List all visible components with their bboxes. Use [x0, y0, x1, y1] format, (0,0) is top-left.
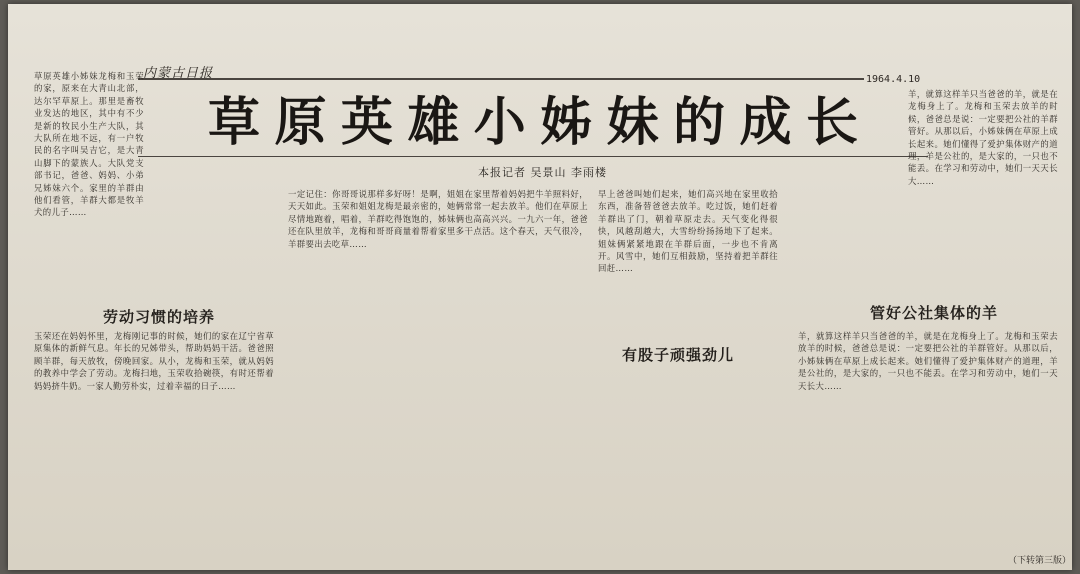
column-left-body: 玉荣还在妈妈怀里，龙梅刚记事的时候，她们的家在辽宁省草原集体的新鲜气息。年长的兄姊带头，帮助妈妈干活。爸爸照顾羊群，每天放牧，傍晚回家。从小，龙梅和玉荣，就从妈妈的教养中学会了劳动。龙梅扫地，玉荣收拾碗筷，有时还帮着妈妈挤牛奶。一家人勤劳朴实，过着幸福的日子…… [34, 331, 274, 391]
headline-char: 妹 [606, 91, 659, 153]
headline-char: 草 [208, 91, 261, 153]
masthead: 内蒙古日报 [143, 66, 214, 81]
headline-char: 原 [274, 91, 327, 153]
section-heading-2: 有股子顽强劲儿 [622, 346, 735, 364]
headline [208, 84, 858, 153]
column-far-right-lower: 羊，就算这样羊只当爸爸的羊，就是在龙梅身上了。龙梅和玉荣去放羊的时候，爸爸总是说：一定要把公社的羊群管好。从那以后，小姊妹俩在草原上成长起来。她们懂得了爱护集体财产的道理，羊是公社的，是大家的，一只也不能丢。在学习和劳动中，她们一天天长大…… [798, 331, 1058, 391]
section-heading-3: 管好公社集体的羊 [870, 304, 999, 322]
byline: 本报记者 吴景山 李雨楼 [478, 166, 607, 179]
headline-char: 的 [673, 91, 726, 153]
dateline: 1964.4.10 [866, 74, 921, 85]
newspaper-clipping [8, 4, 1072, 570]
headline-char: 成 [739, 91, 792, 153]
headline-char: 雄 [407, 91, 460, 153]
section-heading-1: 劳动习惯的培养 [103, 308, 216, 326]
headline-char: 英 [340, 91, 393, 153]
column-far-right: 羊，就算这样羊只当爸爸的羊，就是在龙梅身上了。龙梅和玉荣去放羊的时候，爸爸总是说：一定要把公社的羊群管好。从那以后，小姊妹俩在草原上成长起来。她们懂得了爱护集体财产的道理，羊是公社的，是大家的，一只也不能丢。在学习和劳动中，她们一天天长大…… [908, 89, 1058, 186]
continuation-note: （下转第三版） [1008, 556, 1072, 566]
column-right-body: 早上爸爸叫她们起来，她们高兴地在家里收拾东西，准备替爸爸去放羊。吃过饭，她们赶着羊群出了门，朝着草原走去。天气变化得很快，风越刮越大，大雪纷纷扬扬地下了起来。姐妹俩紧紧地跟在羊群后面，一步也不肯离开。风雪中，她们互相鼓励，坚持着把羊群往回赶…… [598, 189, 778, 274]
headline-char: 小 [473, 91, 526, 153]
headline-char: 长 [805, 91, 858, 153]
column-intro: 草原英雄小姊妹龙梅和玉荣的家，原来在大青山北部，达尔罕草原上。那里是畜牧业发达的地区，其中有不少是新的牧民小生产大队，其大队所在地不远，有一户牧民的名字叫吴吉它，是大青山脚下的蒙族人。大队党支部书记，爸爸、妈妈、小弟兄姊妹六个。家里的羊群由他们看管，羊群大都是牧羊犬的儿子…… [34, 71, 144, 218]
headline-char: 姊 [540, 91, 593, 153]
headline-bottom-rule [138, 156, 928, 157]
column-mid-body: 一定记住：你哥哥说那样多好呀！是啊，姐姐在家里帮着妈妈把牛羊照料好，天天如此。玉荣和姐姐龙梅是最亲密的，她俩常常一起去放羊。他们在草原上尽情地跑着，唱着，羊群吃得饱饱的，姊妹俩也高高兴兴。一九六一年，爸爸还在队里放羊，龙梅和哥哥商量着帮着家里多干点活。这个春天，天气很冷，羊群要出去吃草…… [288, 189, 588, 249]
